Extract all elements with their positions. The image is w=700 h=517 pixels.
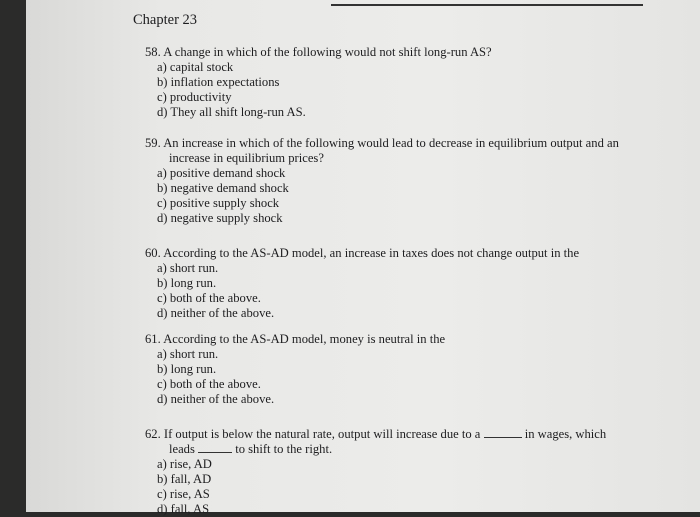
question-62 xyxy=(145,427,606,517)
option-a: a) capital stock xyxy=(157,60,234,74)
question-60 xyxy=(145,246,579,321)
option-c: c) both of the above. xyxy=(157,291,261,305)
question-stem: 61. According to the AS-AD model, money is neutral in the xyxy=(145,332,446,346)
option-a: a) positive demand shock xyxy=(157,166,286,180)
option-d: d) They all shift long-run AS. xyxy=(157,105,306,119)
option-d: d) fall, AS xyxy=(157,502,210,516)
stem-part-3: leads xyxy=(169,442,195,456)
question-61 xyxy=(145,332,445,407)
chapter-heading: Chapter 23 xyxy=(133,12,198,28)
option-b: b) long run. xyxy=(157,276,217,290)
option-d: d) neither of the above. xyxy=(157,306,275,320)
question-stem-continued: increase in equilibrium prices? xyxy=(169,151,324,165)
stem-part-4: to shift to the right. xyxy=(235,442,333,456)
question-stem-continued xyxy=(145,442,606,457)
option-c: c) positive supply shock xyxy=(157,196,280,210)
option-c: c) productivity xyxy=(157,90,232,104)
question-stem xyxy=(145,427,606,442)
option-d: d) negative supply shock xyxy=(157,211,283,225)
option-a: a) rise, AD xyxy=(157,457,212,471)
question-58 xyxy=(145,45,492,120)
option-c: c) rise, AS xyxy=(157,487,210,501)
option-c: c) both of the above. xyxy=(157,377,261,391)
option-b: b) long run. xyxy=(157,362,217,376)
answer-blank xyxy=(198,442,232,453)
stem-part-2: in wages, which xyxy=(524,427,607,441)
answer-blank xyxy=(484,427,522,438)
question-stem: 58. A change in which of the following would not shift long-run AS? xyxy=(145,45,492,59)
stem-part-1: 62. If output is below the natural rate, output will increase due to a xyxy=(145,427,481,441)
question-59 xyxy=(145,136,619,226)
question-stem: 60. According to the AS-AD model, an increase in taxes does not change output in the xyxy=(145,246,580,260)
option-a: a) short run. xyxy=(157,261,219,275)
option-a: a) short run. xyxy=(157,347,219,361)
question-stem: 59. An increase in which of the following would lead to decrease in equilibrium output and an xyxy=(145,136,619,150)
option-b: b) fall, AD xyxy=(157,472,212,486)
option-b: b) negative demand shock xyxy=(157,181,289,195)
option-b: b) inflation expectations xyxy=(157,75,280,89)
option-d: d) neither of the above. xyxy=(157,392,275,406)
top-divider xyxy=(331,4,643,6)
